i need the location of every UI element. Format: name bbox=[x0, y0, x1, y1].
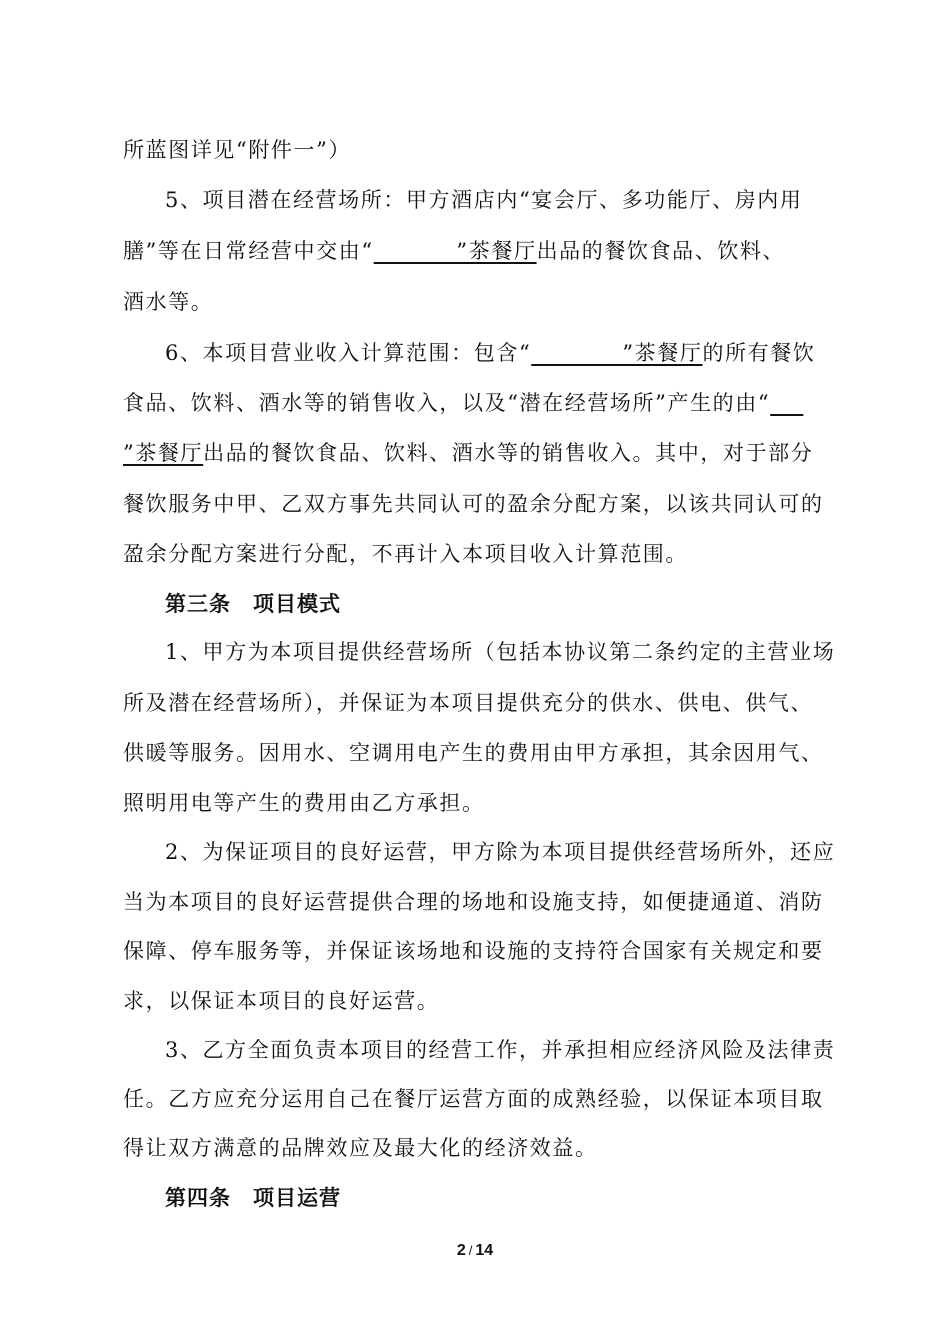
paragraph-line: 3、乙方全面负责本项目的经营工作，并承担相应经济风险及法律责 bbox=[165, 1038, 836, 1062]
paragraph-line: 盈余分配方案进行分配，不再计入本项目收入计算范围。 bbox=[123, 542, 688, 566]
page-number: 2 / 14 bbox=[456, 1242, 494, 1259]
paragraph-line: 膳”等在日常经营中交由“ ”茶餐厅出品的餐饮食品、饮料、 bbox=[123, 239, 786, 263]
paragraph-line: 供暖等服务。因用水、空调用电产生的费用由甲方承担，其余因用气、 bbox=[123, 741, 824, 765]
paragraph-line: 任。乙方应充分运用自己在餐厅运营方面的成熟经验，以保证本项目取 bbox=[123, 1087, 824, 1111]
paragraph-line: 得让双方满意的品牌效应及最大化的经济效益。 bbox=[123, 1136, 598, 1160]
paragraph-line: 2、为保证项目的良好运营，甲方除为本项目提供经营场所外，还应 bbox=[165, 840, 836, 864]
paragraph-line: 1、甲方为本项目提供经营场所（包括本协议第二条约定的主营业场 bbox=[165, 640, 836, 664]
paragraph-line: 5、项目潜在经营场所：甲方酒店内“宴会厅、多功能厅、房内用 bbox=[165, 188, 803, 212]
blank-restaurant-name: ”茶餐厅 bbox=[123, 441, 204, 465]
paragraph-line: ”茶餐厅出品的餐饮食品、饮料、酒水等的销售收入。其中，对于部分 bbox=[123, 441, 814, 465]
paragraph-line: 所蓝图详见“附件一”） bbox=[123, 138, 352, 162]
paragraph-line: 食品、饮料、酒水等的销售收入，以及“潜在经营场所”产生的由“ bbox=[123, 389, 833, 417]
paragraph-line: 6、本项目营业收入计算范围：包含“ ”茶餐厅的所有餐饮 bbox=[165, 341, 816, 365]
paragraph-line: 所及潜在经营场所），并保证为本项目提供充分的供水、供电、供气、 bbox=[123, 691, 814, 715]
paragraph-line: 当为本项目的良好运营提供合理的场地和设施支持，如便捷通道、消防 bbox=[123, 890, 824, 914]
paragraph-line: 保障、停车服务等，并保证该场地和设施的支持符合国家有关规定和要 bbox=[123, 939, 824, 963]
paragraph-line: 求，以保证本项目的良好运营。 bbox=[123, 989, 440, 1013]
blank-restaurant-name: ”茶餐厅 bbox=[531, 341, 703, 365]
section-heading: 第四条 项目运营 bbox=[165, 1186, 341, 1210]
section-heading: 第三条 项目模式 bbox=[165, 592, 341, 616]
blank-restaurant-name: ”茶餐厅 bbox=[373, 239, 537, 263]
paragraph-line: 餐饮服务中甲、乙双方事先共同认可的盈余分配方案，以该共同认可的 bbox=[123, 492, 824, 516]
paragraph-line: 酒水等。 bbox=[123, 290, 214, 314]
paragraph-line: 照明用电等产生的费用由乙方承担。 bbox=[123, 791, 485, 815]
blank-restaurant-name bbox=[770, 391, 803, 415]
